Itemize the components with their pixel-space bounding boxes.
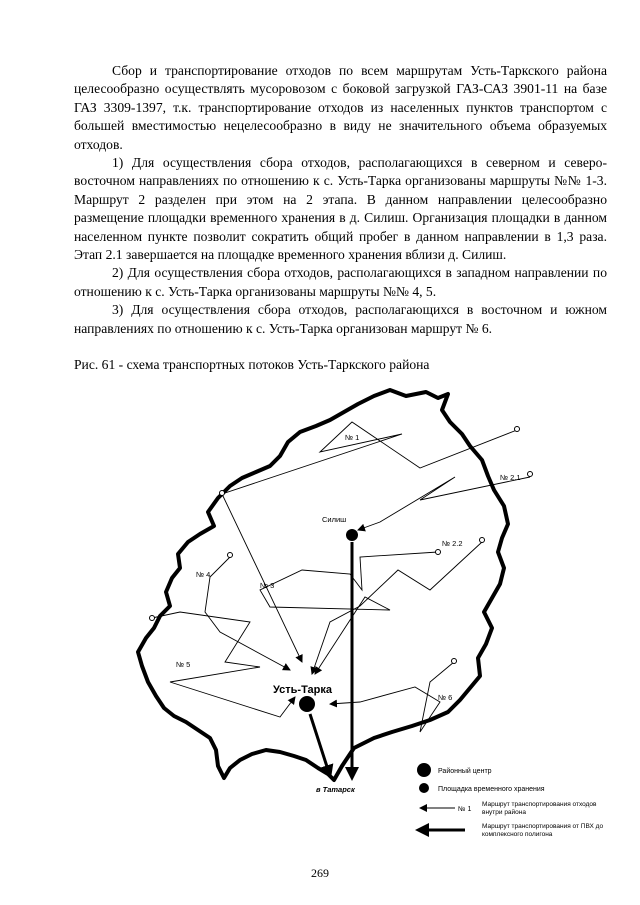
legend-route-sample: № 1 bbox=[458, 806, 472, 813]
map-legend bbox=[417, 763, 612, 845]
paragraph-intro: Сбор и транспортирование отходов по всем маршрутам Усть-Таркского района целесообразно осуществлять мусоровозом с боковой загрузкой ГАЗ-САЗ 3901-11 на базе ГАЗ 3309-1397, т.к. транспортирование отходов из населенных пунктов транспортом с большей вместимостью нецелесообразно в виду не значительного объема образуемых отходов. bbox=[74, 63, 607, 152]
label-silish: Силиш bbox=[322, 515, 347, 524]
district-center-marker bbox=[299, 696, 315, 712]
label-district-center: Усть-Тарка bbox=[273, 684, 332, 696]
district-boundary bbox=[138, 390, 508, 780]
label-exit: в Татарск bbox=[316, 785, 355, 794]
route-2-2 bbox=[312, 542, 482, 674]
route-label-3: № 3 bbox=[260, 581, 275, 590]
legend-route-inside-label: Маршрут транспортирования отходов внутри района bbox=[482, 801, 597, 816]
paragraph-routes-north: 1) Для осуществления сбора отходов, располагающихся в северном и северо-восточном направлениях по отношению к с. Усть-Тарка организованы маршруты №№ 1-3. Маршрут 2 разделен при этом на 2 этапа. В данном направлении целесообразно размещение площадки временного хранения в д. Силиш. Организация площадки в данном населенном пункте позволит сократить общий пробег в данном направлении в 1,3 раза. Этап 2.1 завершается на площадке временного хранения вблизи д. Силиш. bbox=[74, 155, 607, 263]
route-4 bbox=[205, 557, 290, 670]
route-label-1: № 1 bbox=[345, 433, 360, 442]
legend-storage-site-marker bbox=[419, 783, 429, 793]
route-5 bbox=[152, 612, 295, 717]
paragraph-routes-west: 2) Для осуществления сбора отходов, располагающихся в западном направлении по отношению к с. Усть-Тарка организованы маршруты №№ 4, 5. bbox=[74, 265, 607, 299]
storage-site-silish bbox=[346, 529, 358, 541]
legend-route-transport-label: Маршрут транспортирования от ПВХ до комплексного полигона bbox=[482, 823, 604, 838]
paragraph-routes-east: 3) Для осуществления сбора отходов, располагающихся в восточном и южном направлениях по отношению к с. Усть-Тарка организован маршрут № 6. bbox=[74, 302, 607, 336]
route-label-5: № 5 bbox=[176, 660, 191, 669]
legend-district-center-marker bbox=[417, 763, 431, 777]
route-label-2-2: № 2.2 bbox=[442, 539, 463, 548]
route-label-2-1: № 2.1 bbox=[500, 473, 521, 482]
route-1 bbox=[222, 422, 517, 662]
route-6 bbox=[330, 662, 454, 732]
route-label-4: № 4 bbox=[196, 570, 211, 579]
legend-district-center-label: Районный центр bbox=[438, 768, 492, 775]
legend-storage-site-label: Площадка временного хранения bbox=[438, 786, 545, 793]
page-number: 269 bbox=[311, 866, 329, 880]
body-text bbox=[74, 62, 607, 338]
transport-flow-map bbox=[130, 382, 620, 847]
settlement-markers bbox=[150, 427, 533, 664]
route-3 bbox=[260, 552, 438, 674]
figure-caption: Рис. 61 - схема транспортных потоков Усть-Таркского района bbox=[74, 357, 430, 372]
route-label-6: № 6 bbox=[438, 693, 453, 702]
